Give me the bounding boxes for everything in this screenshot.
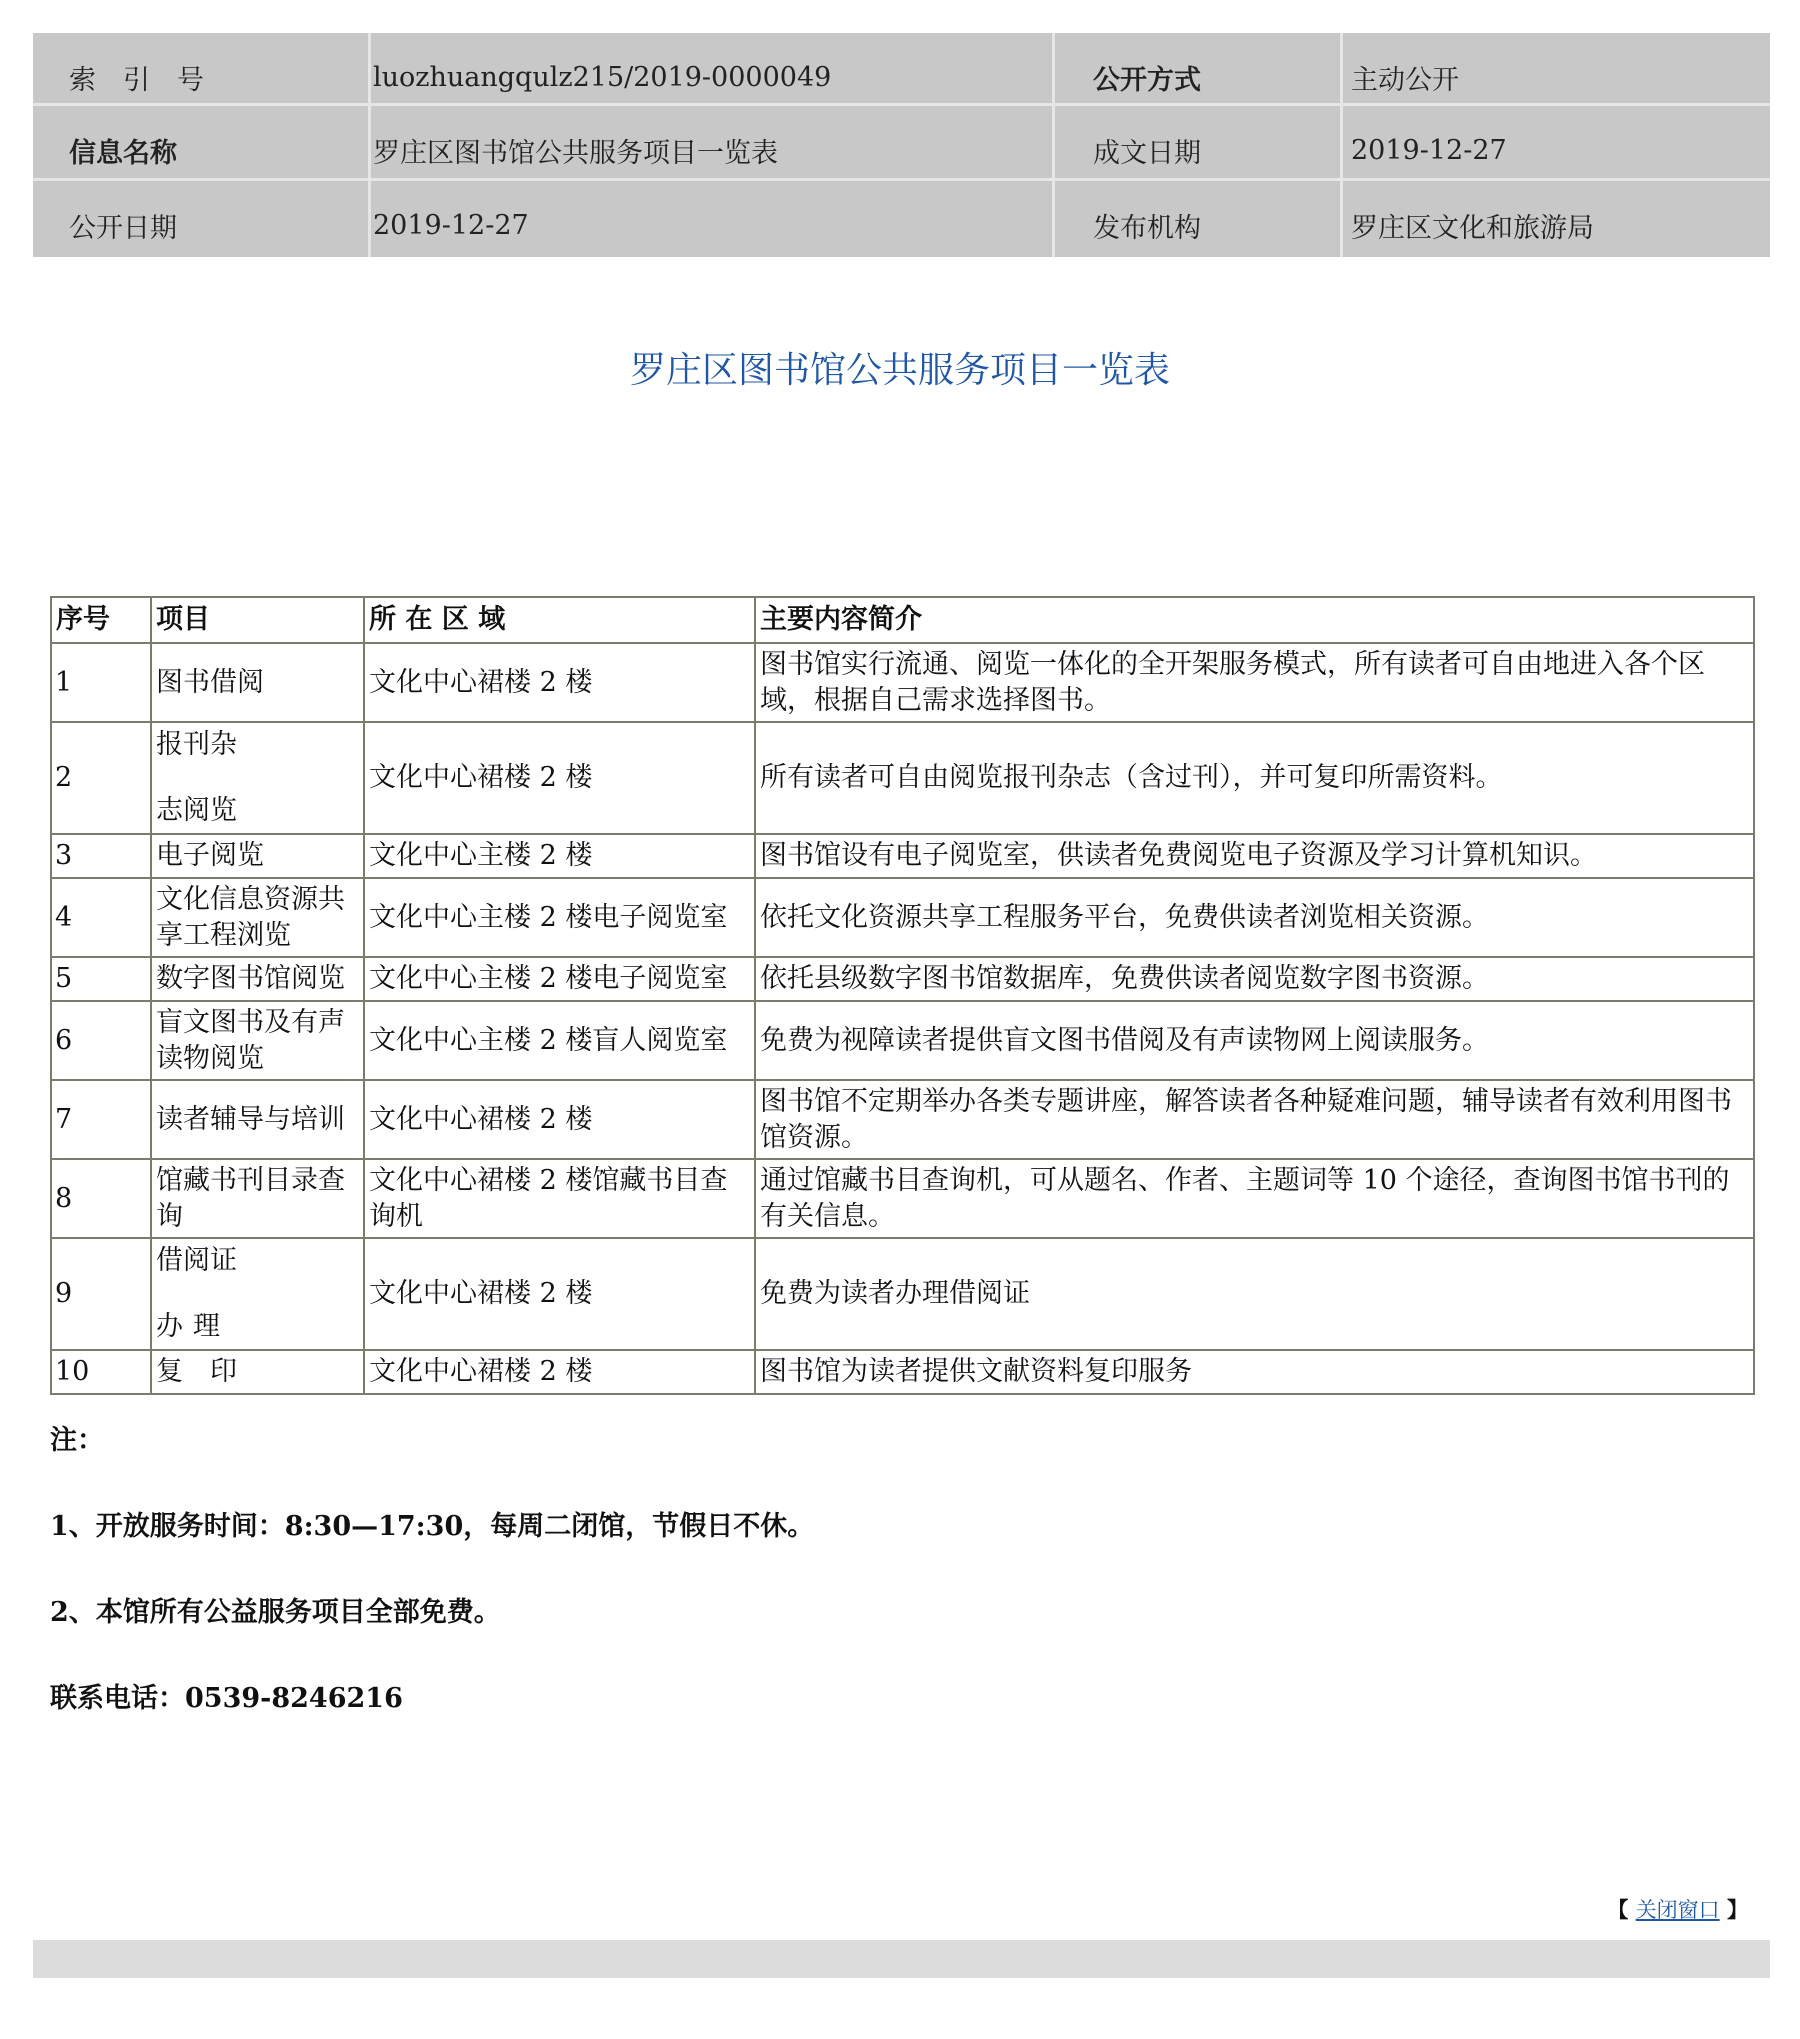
row-item-line: 志阅览	[156, 795, 237, 826]
row-number: 7	[51, 1080, 151, 1159]
row-item-line: 报刊杂	[156, 729, 237, 760]
close-window-row	[1607, 1894, 1748, 1924]
row-description: 图书馆不定期举办各类专题讲座，解答读者各种疑难问题，辅导读者有效利用图书馆资源。	[755, 1080, 1754, 1159]
row-item: 读者辅导与培训	[151, 1080, 364, 1159]
row-location: 文化中心裙楼 2 楼	[364, 643, 755, 722]
header-location: 所 在 区 域	[364, 597, 755, 643]
row-item: 电子阅览	[151, 834, 364, 878]
row-location: 文化中心裙楼 2 楼	[364, 1350, 755, 1394]
row-number: 1	[51, 643, 151, 722]
row-description: 免费为读者办理借阅证	[755, 1238, 1754, 1350]
row-location: 文化中心主楼 2 楼	[364, 834, 755, 878]
header-item: 项目	[151, 597, 364, 643]
row-location: 文化中心裙楼 2 楼	[364, 1080, 755, 1159]
header-number: 序号	[51, 597, 151, 643]
row-number: 2	[51, 722, 151, 834]
row-item: 馆藏书刊目录查询	[151, 1159, 364, 1238]
row-description: 图书馆设有电子阅览室，供读者免费阅览电子资源及学习计算机知识。	[755, 834, 1754, 878]
written-date-value: 2019-12-27	[1351, 134, 1507, 166]
row-location: 文化中心裙楼 2 楼	[364, 722, 755, 834]
row-item: 图书借阅	[151, 643, 364, 722]
contact-phone: 联系电话：0539-8246216	[50, 1683, 403, 1714]
row-description: 图书馆实行流通、阅览一体化的全开架服务模式，所有读者可自由地进入各个区域，根据自己需求选择图书。	[755, 643, 1754, 722]
row-number: 4	[51, 878, 151, 957]
table-row	[51, 878, 1754, 957]
meta-divider	[368, 33, 371, 257]
row-item: 数字图书馆阅览	[151, 957, 364, 1001]
metadata-table	[33, 33, 1770, 257]
meta-divider	[1340, 33, 1343, 257]
info-name-label: 信息名称	[69, 137, 177, 169]
publisher-value: 罗庄区文化和旅游局	[1351, 212, 1594, 244]
meta-divider	[1052, 33, 1055, 257]
row-description: 依托文化资源共享工程服务平台，免费供读者浏览相关资源。	[755, 878, 1754, 957]
opening-hours-note: 1、开放服务时间：8:30—17:30，每周二闭馆，节假日不休。	[50, 1511, 815, 1542]
notes-heading: 注：	[50, 1425, 104, 1456]
index-value: luozhuangqulz215/2019-0000049	[373, 61, 832, 93]
row-number: 10	[51, 1350, 151, 1394]
row-location: 文化中心主楼 2 楼电子阅览室	[364, 957, 755, 1001]
table-row	[51, 1159, 1754, 1238]
row-location: 文化中心裙楼 2 楼	[364, 1238, 755, 1350]
document-title: 罗庄区图书馆公共服务项目一览表	[629, 350, 1170, 391]
footer-bar	[33, 1940, 1770, 1978]
row-number: 9	[51, 1238, 151, 1350]
row-number: 3	[51, 834, 151, 878]
row-description: 依托县级数字图书馆数据库，免费供读者阅览数字图书资源。	[755, 957, 1754, 1001]
row-description: 图书馆为读者提供文献资料复印服务	[755, 1350, 1754, 1394]
table-row	[51, 643, 1754, 722]
row-number: 8	[51, 1159, 151, 1238]
row-location: 文化中心主楼 2 楼盲人阅览室	[364, 1001, 755, 1080]
row-item: 文化信息资源共享工程浏览	[151, 878, 364, 957]
table-row	[51, 722, 1754, 834]
row-location: 文化中心主楼 2 楼电子阅览室	[364, 878, 755, 957]
row-item: 复 印	[151, 1350, 364, 1394]
table-row	[51, 834, 1754, 878]
table-row	[51, 957, 1754, 1001]
close-window-link[interactable]: 关闭窗口	[1635, 1898, 1720, 1922]
publish-date-label: 公开日期	[69, 212, 177, 244]
table-row	[51, 1350, 1754, 1394]
table-row	[51, 1001, 1754, 1080]
written-date-label: 成文日期	[1093, 137, 1201, 169]
row-number: 5	[51, 957, 151, 1001]
table-row	[51, 1080, 1754, 1159]
info-name-value: 罗庄区图书馆公共服务项目一览表	[373, 137, 778, 169]
table-header-row	[51, 597, 1754, 643]
free-service-note: 2、本馆所有公益服务项目全部免费。	[50, 1597, 501, 1628]
open-method-value: 主动公开	[1351, 64, 1459, 96]
close-bracket-close: 】	[1727, 1897, 1748, 1922]
row-description: 免费为视障读者提供盲文图书借阅及有声读物网上阅读服务。	[755, 1001, 1754, 1080]
row-item: 盲文图书及有声读物阅览	[151, 1001, 364, 1080]
notes-section	[50, 1418, 814, 1762]
close-bracket-open: 【	[1607, 1897, 1629, 1922]
publish-date-value: 2019-12-27	[373, 209, 529, 241]
row-item-line: 借阅证	[156, 1245, 237, 1276]
open-method-label: 公开方式	[1093, 64, 1201, 96]
index-label: 索 引 号	[69, 64, 204, 96]
row-item-line: 办理	[156, 1311, 230, 1342]
row-description: 通过馆藏书目查询机，可从题名、作者、主题词等 10 个途径，查询图书馆书刊的有关信息。	[755, 1159, 1754, 1238]
row-location: 文化中心裙楼 2 楼馆藏书目查询机	[364, 1159, 755, 1238]
meta-divider	[33, 103, 1770, 106]
header-description: 主要内容简介	[755, 597, 1754, 643]
services-table	[50, 596, 1755, 1395]
row-item	[151, 1238, 364, 1350]
table-row	[51, 1238, 1754, 1350]
row-item	[151, 722, 364, 834]
publisher-label: 发布机构	[1093, 212, 1201, 244]
row-description: 所有读者可自由阅览报刊杂志（含过刊），并可复印所需资料。	[755, 722, 1754, 834]
row-number: 6	[51, 1001, 151, 1080]
